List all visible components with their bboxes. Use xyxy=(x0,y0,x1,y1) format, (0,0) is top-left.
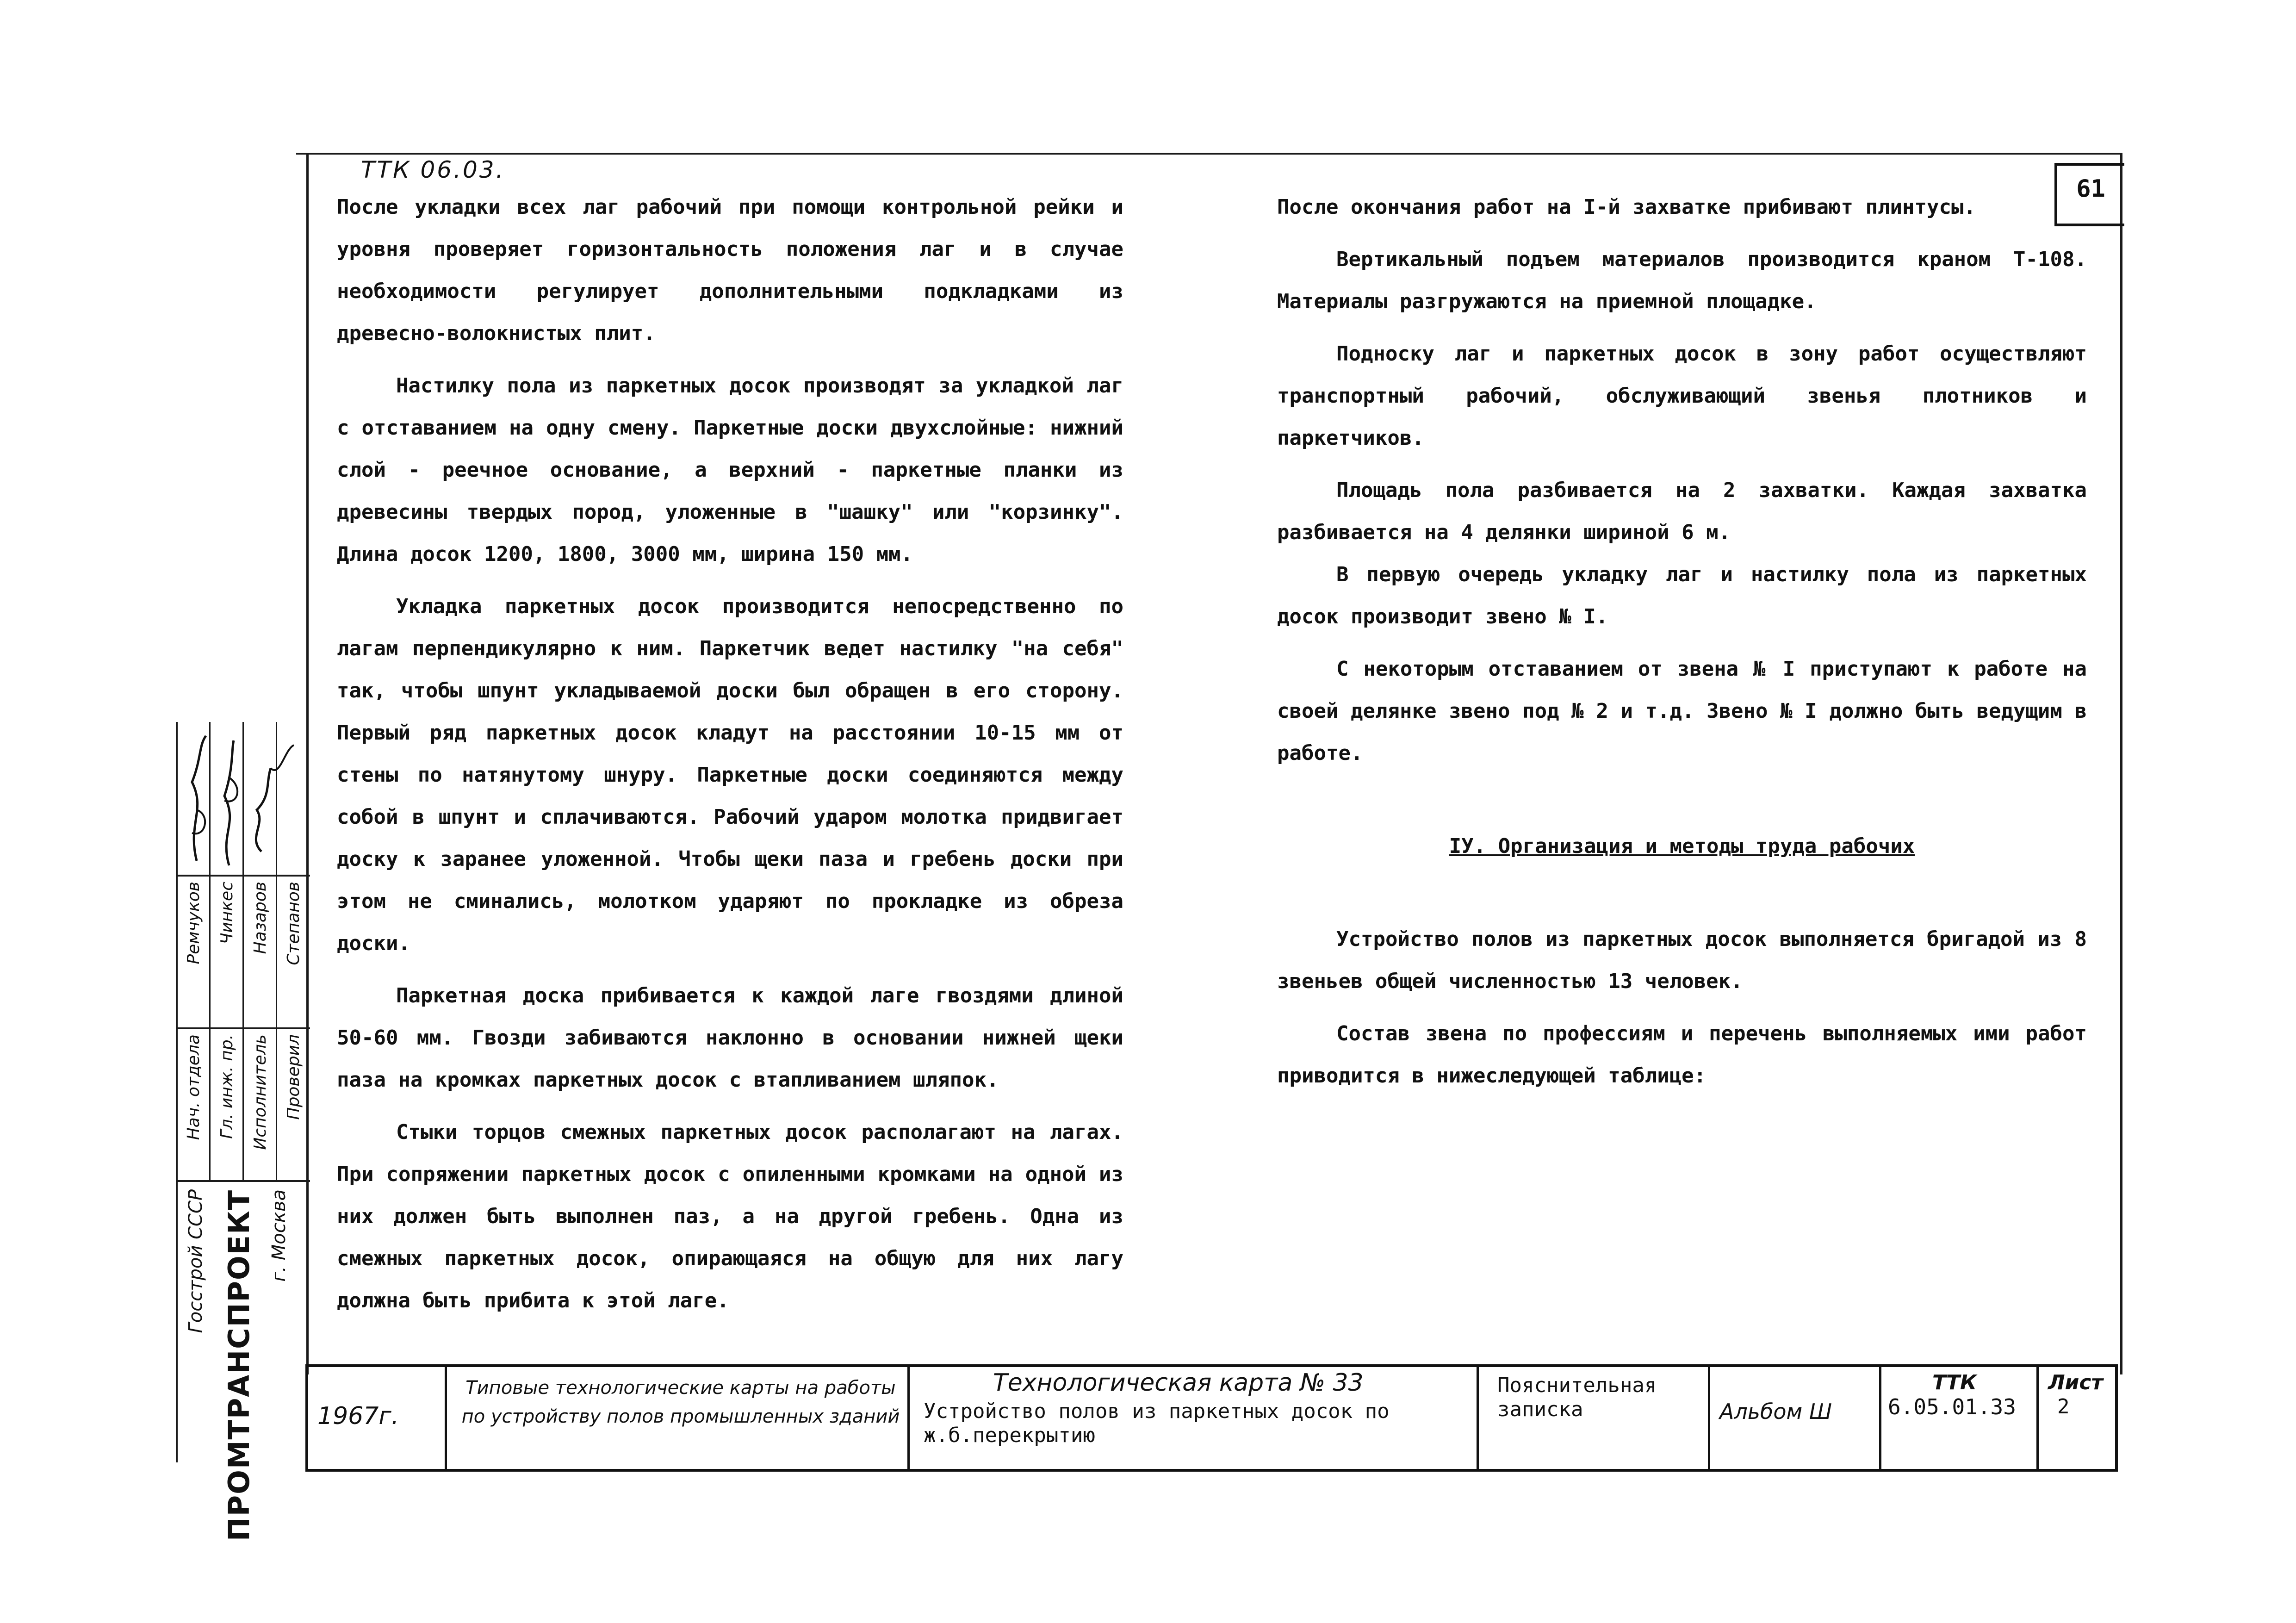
page-number: 61 xyxy=(2054,163,2124,226)
approval-stamp xyxy=(176,722,310,1542)
tb-series-cell xyxy=(447,1367,910,1469)
tb-ttk-cell xyxy=(1881,1367,2039,1469)
paragraph: В первую очередь укладку лаг и настилку пола из паркетных досок производит звено № I. xyxy=(1277,563,2087,628)
document-code: ТТК 06.03. xyxy=(361,156,505,183)
stamp-name: Чинкес xyxy=(217,882,236,945)
tb-ttk-label: ТТК xyxy=(1932,1371,1977,1394)
tb-doc-type: Пояснительная записка xyxy=(1497,1374,1657,1421)
stamp-role: Исполнитель xyxy=(251,1034,270,1150)
right-text-column xyxy=(1277,186,2087,1097)
paragraph: Площадь пола разбивается на 2 захватки. Каждая захватка разбивается на 4 делянки шириной 6 м. xyxy=(1277,479,2087,544)
tb-sheet-label: Лист xyxy=(2048,1371,2103,1394)
stamp-name: Степанов xyxy=(284,882,303,965)
tb-album-cell xyxy=(1710,1367,1881,1469)
tb-card-subtitle: Устройство полов из паркетных досок по ж.б.перекрытию xyxy=(924,1399,1390,1447)
signatures xyxy=(178,731,310,870)
tb-album: Альбом Ш xyxy=(1719,1399,1832,1424)
stamp-role: Гл. инж. пр. xyxy=(217,1034,236,1139)
title-block xyxy=(305,1364,2118,1472)
paragraph: Паркетная доска прибивается к каждой лаге гвоздями длиной 50-60 мм. Гвозди забиваются наклонно в основании нижней щеки паза на кромках паркетных досок с втапливанием шляпок. xyxy=(337,984,1123,1092)
tb-card-cell xyxy=(910,1367,1479,1469)
section-heading: IУ. Организация и методы труда рабочих xyxy=(1449,834,1915,858)
tb-sheet-number: 2 xyxy=(2057,1395,2070,1418)
right-border-line xyxy=(2120,153,2122,1374)
stamp-name: Назаров xyxy=(251,882,270,954)
org-city: г. Москва xyxy=(268,1189,290,1282)
paragraph: Настилку пола из паркетных досок производят за укладкой лаг с отставанием на одну смену. Паркетные доски двухслойные: нижний слой - реечное основание, а верхний - паркетные планки из древесины твердых пород, уложенные в "шашку" или "корзинку". Длина досок 1200, 1800, 3000 мм, ширина 150 мм. xyxy=(337,374,1123,566)
paragraph: Устройство полов из паркетных досок выполняется бригадой из 8 звеньев общей численностью 13 человек. xyxy=(1277,927,2087,993)
stamp-role: Проверил xyxy=(284,1034,303,1120)
tb-card-title: Технологическая карта № 33 xyxy=(993,1369,1364,1397)
tb-series: Типовые технологические карты на работы по устройству полов промышленных зданий xyxy=(461,1377,900,1427)
paragraph: С некоторым отставанием от звена № I приступают к работе на своей делянке звено под № 2 и т.д. Звено № I должно быть ведущим в работе. xyxy=(1277,657,2087,765)
paragraph: Подноску лаг и паркетных досок в зону работ осуществляют транспортный рабочий, обслуживающий звенья плотников и паркетчиков. xyxy=(1277,342,2087,450)
paragraph: После окончания работ на I-й захватке прибивают плинтусы. xyxy=(1277,195,1976,219)
left-text-column xyxy=(337,186,1123,1322)
top-border-line xyxy=(296,153,2122,155)
stamp-name: Ремчуков xyxy=(184,882,203,964)
tb-year: 1967г. xyxy=(317,1402,399,1430)
tb-doctype-cell xyxy=(1479,1367,1710,1469)
org-name: ПРОМТРАНСПРОЕКТ xyxy=(222,1189,256,1542)
paragraph: Стыки торцов смежных паркетных досок располагают на лагах. При сопряжении паркетных досок с опиленными кромками на одной из них должен быть выполнен паз, а на другой гребень. Одна из смежных паркетных досок, опирающаяся на общую для них лагу должна быть прибита к этой лаге. xyxy=(337,1120,1123,1312)
paragraph: После укладки всех лаг рабочий при помощи контрольной рейки и уровня проверяет горизонтальность положения лаг и в случае необходимости регулирует дополнительными подкладками из древесно-волокнистых плит. xyxy=(337,195,1123,345)
tb-sheet-cell xyxy=(2039,1367,2115,1469)
paragraph: Укладка паркетных досок производится непосредственно по лагам перпендикулярно к ним. Паркетчик ведет настилку "на себя" так, чтобы шпунт укладываемой доски был обращен в его сторону. Первый ряд паркетных досок кладут на расстоянии 10-15 мм от стены по натянутому шнуру. Паркетные доски соединяются между собой в шпунт и сплачиваются. Рабочий ударом молотка придвигает доску к заранее уложенной. Чтобы щеки паза и гребень доски при этом не сминались, молотком ударяют по прокладке из обреза доски. xyxy=(337,595,1123,955)
stamp-role: Нач. отдела xyxy=(184,1034,203,1140)
org-ministry: Госстрой СССР xyxy=(185,1189,206,1333)
tb-year-cell xyxy=(308,1367,447,1469)
tb-ttk-code: 6.05.01.33 xyxy=(1888,1394,2016,1419)
paragraph: Вертикальный подъем материалов производится краном Т-108. Материалы разгружаются на приемной площадке. xyxy=(1277,248,2087,313)
paragraph: Состав звена по профессиям и перечень выполняемых ими работ приводится в нижеследующей таблице: xyxy=(1277,1022,2087,1088)
